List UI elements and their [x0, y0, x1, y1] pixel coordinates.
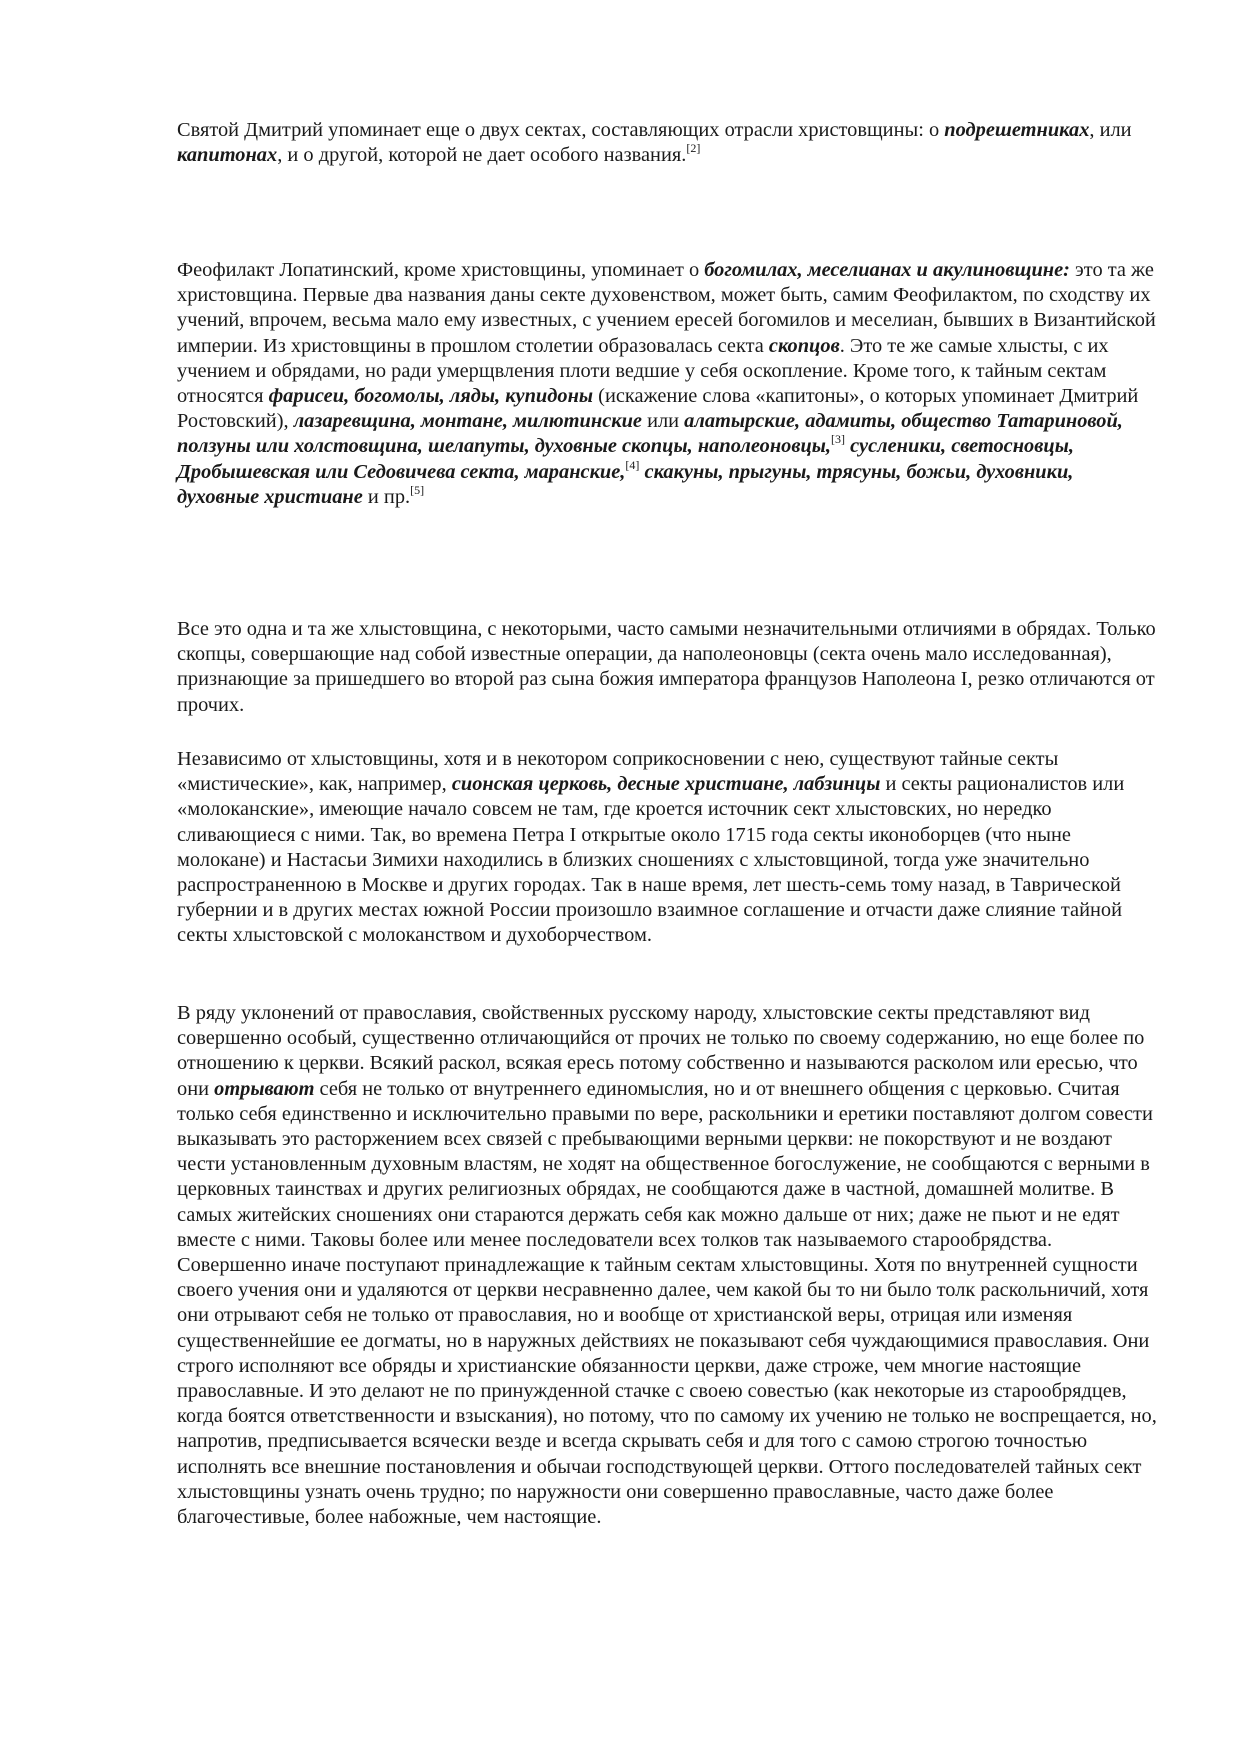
text-run: и пр. — [362, 485, 411, 508]
text-run: себя не только от внутреннего единомыслия, но и от внешнего общения с церковью. Считая только себя единственно и исключительно правыми по вере, раскольники и еретики поставляют долгом совести выказывать это расторжением всех связей с пребывающими верными церкви: не покорствуют и не воздают чести установленным духовным властям, не ходят на общественное богослужение, не сообщаются с верными в церковных таинствах и других религиозных обрядах, не сообщаются даже в частной, домашней молитве. В самых житейских сношениях они стараются держать себя как можно дальше от них; даже не пьют и не едят вместе с ними. Таковы более или менее последователи всех толков так называемого старообрядства. Совершенно иначе поступают принадлежащие к тайным сектам хлыстовщины. Хотя по внутренней сущности своего учения они и удаляются от церкви несравненно далее, чем какой бы то ни было толк раскольничий, хотя они отрывают себя не только от православия, но и вообще от христианской веры, отрицая или изменяя существеннейшие ее догматы, но в наружных действиях не показывают себя чуждающимися православия. Они строго исполняют все обряды и христианские обязанности церкви, даже строже, чем многие настоящие православные. И это делают не по принужденной стачке с своею совестью (как некоторые из старообрядцев, когда боятся ответственности и взыскания), но потому, что по самому их учению не только не воспрещается, но, напротив, предписывается всячески везде и всегда скрывать себя и для того с самою строгою точностью исполнять все внешние постановления и обычаи господствующей церкви. Оттого последователей тайных сект хлыстовщины узнать очень трудно; по наружности они совершенно православные, часто даже более благочестивые, более набожные, чем настоящие. — [177, 1077, 1157, 1529]
emphasized-term: богомилах, меселианах и акулиновщине: — [704, 259, 1070, 281]
text-run: Святой Дмитрий упоминает еще о двух сектах, составляющих отрасли христовщины: о — [177, 119, 945, 141]
emphasized-term: скопцов — [768, 334, 840, 357]
paragraph-mystic-sects — [177, 747, 1157, 949]
emphasized-term: алатырские, адамиты, общество Татариновой, ползуны или холстовщина, шелапуты, духовные скопцы, наполеоновцы, — [177, 410, 1123, 458]
emphasized-term: лазаревщина, монтане, милютинские — [293, 410, 642, 433]
text-run: , и о другой, которой не дает особого названия. — [277, 144, 687, 167]
paragraph-feofilakt — [177, 258, 1157, 510]
footnote-ref: [2] — [686, 141, 701, 156]
text-run: (искажение слова «капитоны», о которых упоминает Дмитрий Ростовский), — [177, 385, 1139, 433]
text-run: это та же христовщина. Первые два названия даны секте духовенством, может быть, самим Феофилактом, по сходству их учений, впрочем, весьма мало ему известных, с учением ересей богомилов и меселиан, бывших в Византийской империи. Из христовщины в прошлом столетии образовалась секта — [177, 259, 1156, 357]
footnote-ref: [4] — [625, 457, 640, 472]
text-run: . Это те же самые хлысты, с их учением и обрядами, но ради умерщвления плоти ведшие у себя оскопление. Кроме того, к тайным сектам относятся — [177, 334, 1109, 408]
text-run: Все это одна и та же хлыстовщина, с некоторыми, часто самыми незначительными отличиями в обрядах. Только скопцы, совершающие над собой известные операции, да наполеоновцы (секта очень мало исследованная), признающие за пришедшего во второй раз сына божия императора французов Наполеона I, резко отличаются от прочих. — [177, 618, 1156, 716]
paragraph-khlystovshchina — [177, 617, 1157, 718]
text-run: и секты рационалистов или «молоканские», имеющие начало совсем не там, где кроется источник сект хлыстовских, но нередко сливающиеся с ними. Так, во времена Петра I открытые около 1715 года секты иконоборцев (что ныне молокане) и Настасьи Зимихи находились в близких сношениях с хлыстовщиной, тогда уже значительно распространенною в Москве и других городах. Так в наше время, лет шесть-семь тому назад, в Таврической губернии и в других местах южной России произошло взаимное соглашение и отчасти даже слияние тайной секты хлыстовской с молоканством и духоборчеством. — [177, 773, 1125, 947]
footnote-ref: [5] — [410, 482, 425, 497]
emphasized-term: скакуны, прыгуны, трясуны, божьи, духовники, духовные христиане — [177, 460, 1074, 508]
emphasized-term: капитонах — [177, 144, 278, 167]
emphasized-term: отрывают — [214, 1077, 315, 1100]
text-run: или — [641, 410, 685, 433]
text-run: Феофилакт Лопатинский, кроме христовщины, упоминает о — [177, 259, 705, 281]
emphasized-term: сусленики, светосновцы, Дробышевская или Седовичева секта, маранские, — [177, 435, 1074, 483]
paragraph-dmitry — [177, 118, 1157, 168]
emphasized-term: фарисеи, богомолы, ляды, купидоны — [268, 385, 594, 408]
footnote-ref: [3] — [831, 432, 846, 447]
paragraph-orthodoxy — [177, 1001, 1157, 1530]
emphasized-term: подрешетниках — [944, 119, 1090, 141]
text-run: В ряду уклонений от православия, свойственных русскому народу, хлыстовские секты представляют вид совершенно особый, существенно отличающийся от прочих не только по своему содержанию, но еще более по отношению к церкви. Всякий раскол, всякая ересь потому собственно и называются расколом или ересью, что они — [177, 1002, 1145, 1100]
text-run: Независимо от хлыстовщины, хотя и в некотором соприкосновении с нею, существуют тайные секты «мистические», как, например, — [177, 748, 1059, 796]
emphasized-term: сионская церковь, десные христиане, лабзинцы — [451, 773, 881, 796]
text-run: , или — [1089, 119, 1132, 141]
